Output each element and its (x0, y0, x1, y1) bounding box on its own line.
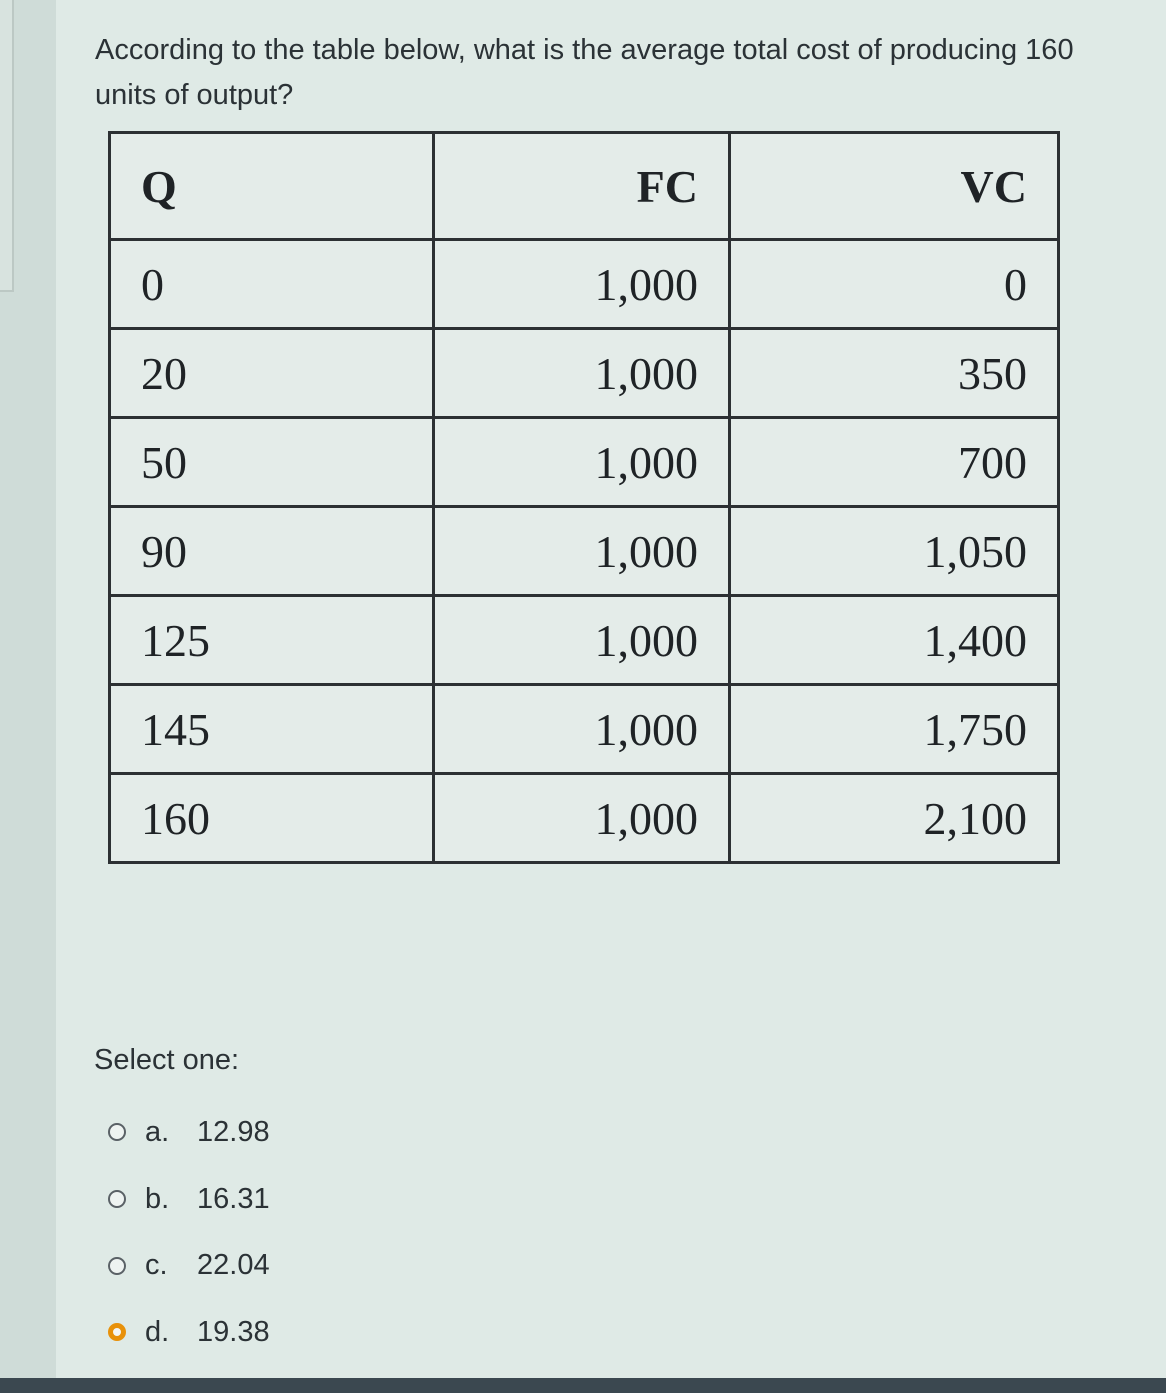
radio-button-c[interactable] (108, 1257, 126, 1275)
option-b[interactable] (108, 1166, 270, 1233)
cell-q: 125 (110, 596, 434, 685)
option-d[interactable] (108, 1299, 270, 1366)
answer-options (108, 1099, 270, 1366)
radio-button-a[interactable] (108, 1123, 126, 1141)
option-c[interactable] (108, 1232, 270, 1299)
option-letter: a. (145, 1115, 170, 1148)
question-text: According to the table below, what is the average total cost of producing 160 units of output? (95, 34, 1074, 111)
cell-q: 0 (110, 240, 434, 329)
cell-vc: 1,050 (729, 507, 1058, 596)
radio-button-d-selected[interactable] (108, 1323, 126, 1341)
table-row (110, 329, 1059, 418)
cell-vc: 350 (729, 329, 1058, 418)
cell-fc: 1,000 (433, 596, 729, 685)
cell-q: 145 (110, 685, 434, 774)
side-panel-tab[interactable] (0, 0, 14, 292)
cost-table (108, 131, 1060, 864)
cell-q: 20 (110, 329, 434, 418)
cell-vc: 1,750 (729, 685, 1058, 774)
radio-button-b[interactable] (108, 1190, 126, 1208)
header-fc: FC (433, 133, 729, 240)
cell-fc: 1,000 (433, 685, 729, 774)
option-value[interactable]: 19.38 (197, 1315, 270, 1348)
table-header-row (110, 133, 1059, 240)
cell-vc: 0 (729, 240, 1058, 329)
option-value[interactable]: 22.04 (197, 1249, 270, 1282)
header-q: Q (110, 133, 434, 240)
cell-fc: 1,000 (433, 418, 729, 507)
cell-vc: 1,400 (729, 596, 1058, 685)
cell-vc: 2,100 (729, 774, 1058, 863)
option-a[interactable] (108, 1099, 270, 1166)
table-row (110, 240, 1059, 329)
cell-fc: 1,000 (433, 774, 729, 863)
select-one-prompt: Select one: (94, 1044, 240, 1076)
cell-q: 50 (110, 418, 434, 507)
cell-vc: 700 (729, 418, 1058, 507)
cell-fc: 1,000 (433, 329, 729, 418)
cell-q: 160 (110, 774, 434, 863)
table-row (110, 685, 1059, 774)
option-letter: d. (145, 1315, 170, 1348)
option-letter: c. (145, 1249, 168, 1282)
table-row (110, 507, 1059, 596)
table-row (110, 596, 1059, 685)
bottom-bar (0, 1378, 1166, 1393)
cell-fc: 1,000 (433, 507, 729, 596)
option-letter: b. (145, 1182, 170, 1215)
option-value[interactable]: 16.31 (197, 1182, 270, 1215)
header-vc: VC (729, 133, 1058, 240)
cell-q: 90 (110, 507, 434, 596)
table-row (110, 774, 1059, 863)
option-value[interactable]: 12.98 (197, 1115, 270, 1148)
cell-fc: 1,000 (433, 240, 729, 329)
table-row (110, 418, 1059, 507)
